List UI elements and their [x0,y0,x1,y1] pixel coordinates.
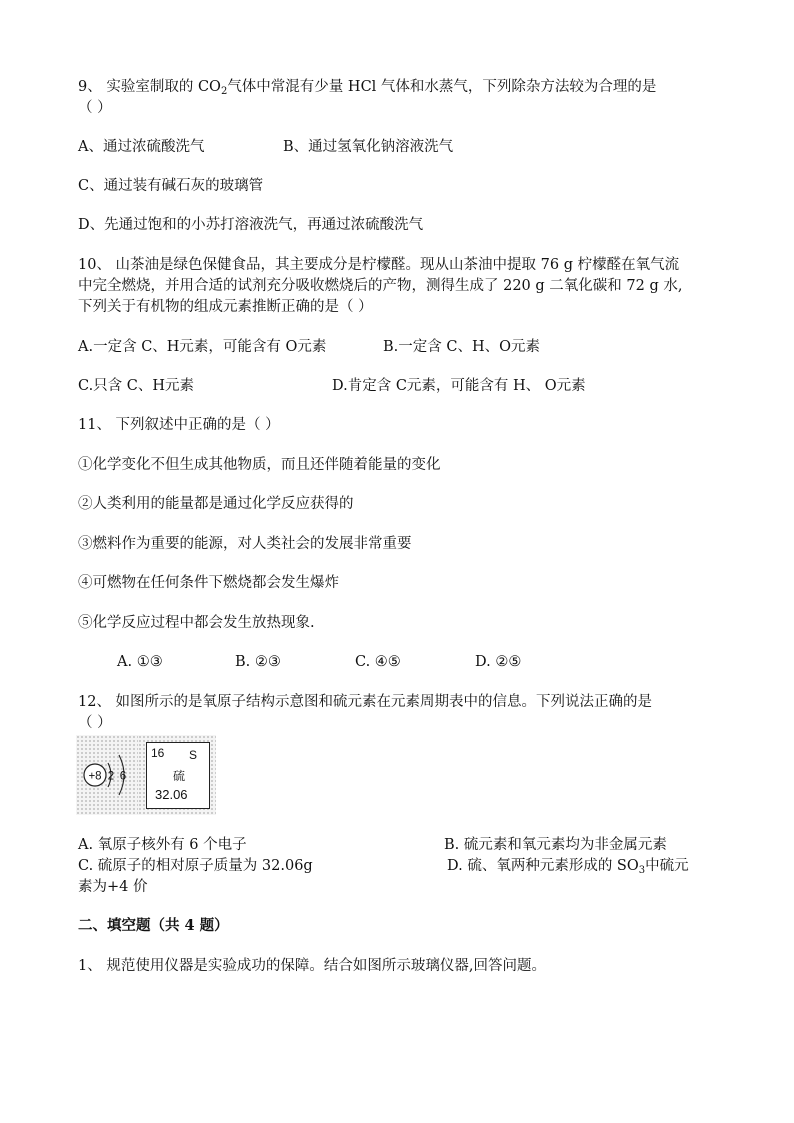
q10-option-a: A.一定含 C、H元素，可能含有 O元素 [78,339,327,355]
q11-statement-5: ⑤化学反应过程中都会发生放热现象. [78,615,315,631]
q10-option-c: C.只含 C、H元素 [78,378,195,394]
q9-option-b: B、通过氢氧化钠溶液洗气 [283,139,454,155]
q12-option-d-continued: 素为+4 价 [78,879,148,895]
shell-1-electrons: 2 [107,770,115,783]
q10-option-b: B.一定含 C、H、O元素 [383,339,541,355]
sulfur-element-tile [146,742,210,809]
q11-stem: 11、 下列叙述中正确的是（ ） [78,417,280,433]
q12-figure [76,735,216,815]
q9-answer-blank: （ ） [78,100,112,116]
nucleus-charge: +8 [88,770,102,783]
atomic-mass: 32.06 [155,787,188,802]
q10-stem-line3: 下列关于有机物的组成元素推断正确的是（ ） [78,299,373,315]
q11-statement-3: ③燃料作为重要的能源，对人类社会的发展非常重要 [78,536,412,552]
q10-stem-line1: 10、 山茶油是绿色保健食品，其主要成分是柠檬醛。现从山茶油中提取 76 g 柠檬醛在氧气流 [78,257,680,273]
q11-option-a: A. ①③ [117,654,163,670]
q9-option-d: D、先通过饱和的小苏打溶液洗气，再通过浓硫酸洗气 [78,217,424,233]
q12-option-c: C. 硫原子的相对原子质量为 32.06g [78,858,313,874]
q12-answer-blank: （ ） [78,715,112,731]
element-name: 硫 [173,769,186,783]
q12-stem: 12、 如图所示的是氧原子结构示意图和硫元素在元素周期表中的信息。下列说法正确的是 [78,694,653,710]
shell-2-electrons: 6 [119,770,127,783]
section-heading: 二、填空题（共 4 题） [78,917,229,934]
q10-stem-line2: 中完全燃烧，并用合适的试剂充分吸收燃烧后的产物，测得生成了 220 g 二氧化碳和 72 g 水, [78,278,683,294]
element-symbol: S [189,748,198,762]
atomic-number: 16 [151,746,165,760]
q12-option-a: A. 氧原子核外有 6 个电子 [78,837,247,853]
oxygen-atom-diagram [76,735,138,815]
q12-option-b: B. 硫元素和氧元素均为非金属元素 [444,837,667,853]
q10-option-d: D.肯定含 C元素，可能含有 H、 O元素 [332,378,586,394]
q9-option-c: C、通过装有碱石灰的玻璃管 [78,178,264,194]
q12-option-d: D. 硫、氧两种元素形成的 $SO_3$中硫元 [447,858,689,876]
section2-q1-stem: 1、 规范使用仪器是实验成功的保障。结合如图所示玻璃仪器,回答问题。 [78,958,546,974]
q11-statement-1: ①化学变化不但生成其他物质，而且还伴随着能量的变化 [78,457,441,473]
q9-option-a: A、通过浓硫酸洗气 [78,139,205,155]
q11-option-b: B. ②③ [235,654,281,670]
q11-statement-4: ④可燃物在任何条件下燃烧都会发生爆炸 [78,575,339,591]
q9-stem: 9、 实验室制取的 $CO_2$气体中常混有少量 HCl 气体和水蒸气，下列除杂方法较为合理的是 [78,79,657,97]
q11-option-c: C. ④⑤ [355,654,401,670]
q11-option-d: D. ②⑤ [475,654,522,670]
q11-statement-2: ②人类利用的能量都是通过化学反应获得的 [78,496,354,512]
